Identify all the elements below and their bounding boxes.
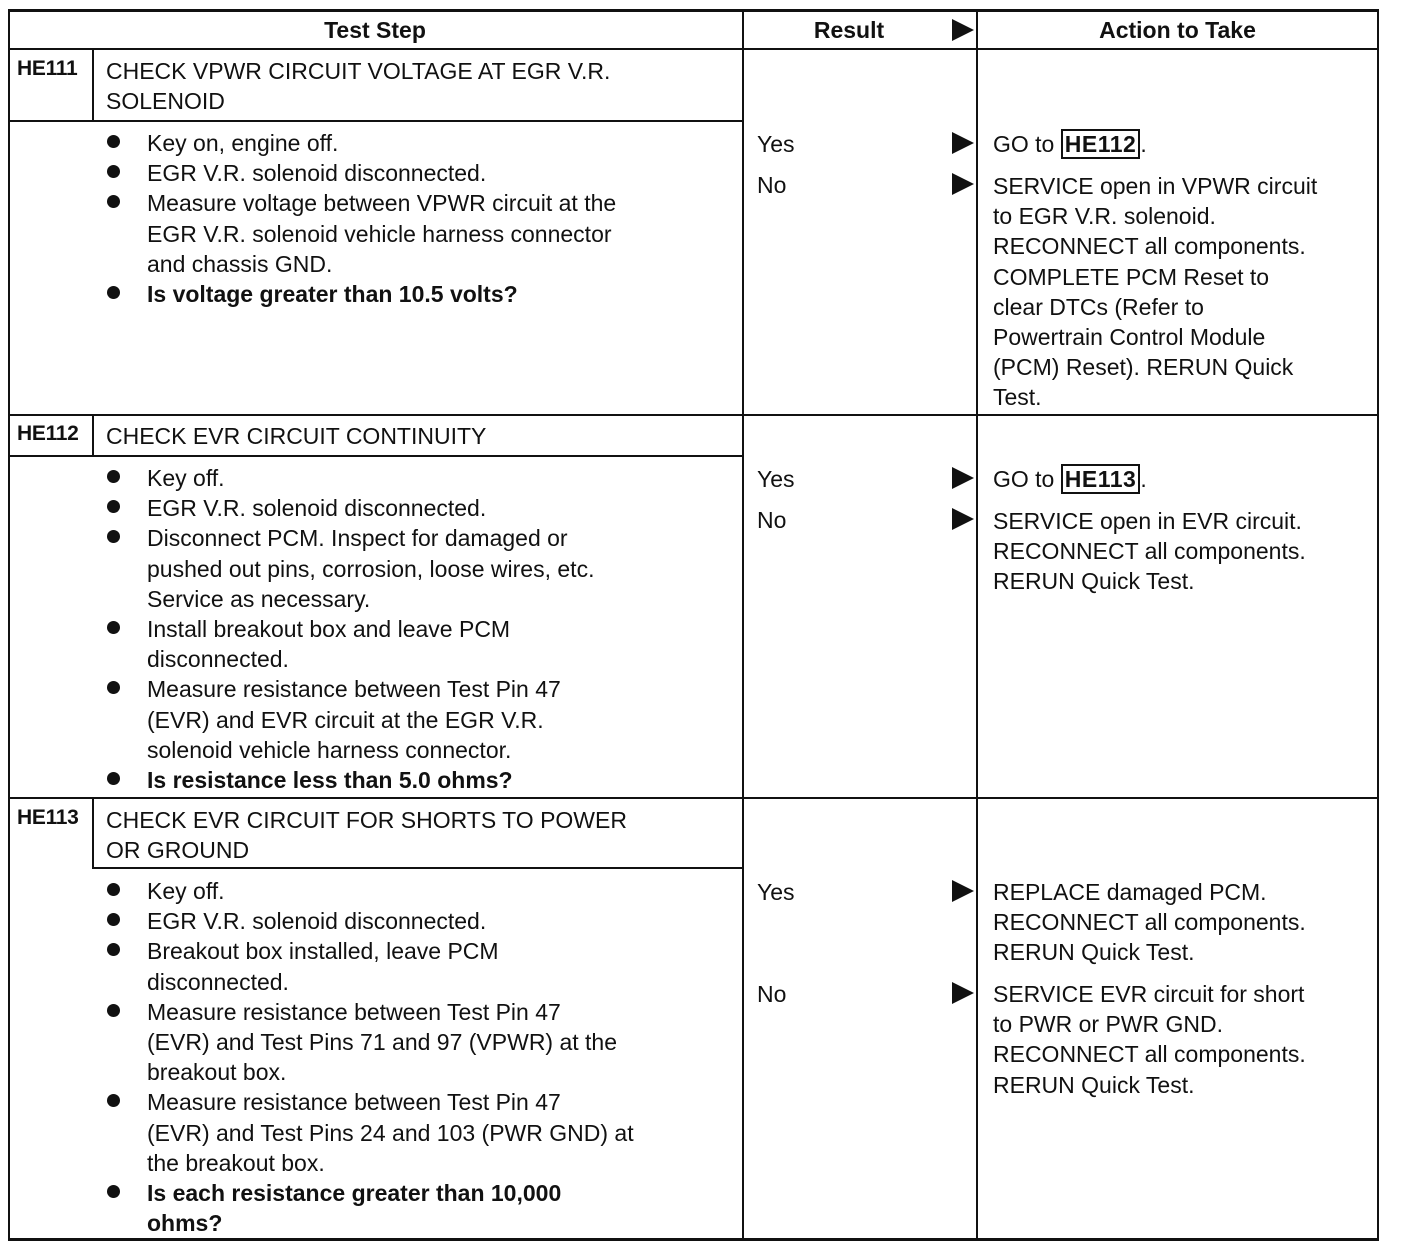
bullet-icon — [107, 195, 120, 208]
step-title — [106, 421, 486, 451]
bullet-item: Install breakout box and leave PCM disconnected. — [107, 614, 594, 674]
header-result: Result — [813, 17, 885, 43]
bullet-item: Key off. — [107, 463, 594, 493]
bullet-item: Disconnect PCM. Inspect for damaged or pushed out pins, corrosion, loose wires, etc. Service as necessary. — [107, 523, 594, 614]
step-code: HE113 — [17, 806, 79, 829]
code-divider-2 — [92, 416, 94, 456]
result-no: No — [757, 507, 787, 533]
bullet-item: Key on, engine off. — [107, 128, 616, 158]
bullet-item: EGR V.R. solenoid disconnected. — [107, 158, 616, 188]
header-action: Action to Take — [1099, 17, 1256, 43]
bullet-icon — [107, 135, 120, 148]
row-divider-2 — [8, 797, 1379, 799]
row-divider-1 — [8, 414, 1379, 416]
action-yes: GO to HE113 . — [993, 466, 1147, 492]
result-yes: Yes — [757, 131, 795, 157]
step-title-line: OR GROUND — [106, 837, 250, 864]
arrow-yes-icon — [952, 467, 974, 489]
step-title-line: CHECK EVR CIRCUIT FOR SHORTS TO POWER — [106, 807, 627, 833]
step-code: HE111 — [17, 57, 78, 80]
action-no: SERVICE EVR circuit for short to PWR or PWR GND. RECONNECT all components. RERUN Quick Test. — [993, 981, 1306, 1098]
arrow-no-icon — [952, 173, 974, 195]
bullet-icon — [107, 621, 120, 634]
arrow-no-icon — [952, 508, 974, 530]
arrow-yes-icon — [952, 132, 974, 154]
step-code: HE112 — [17, 422, 79, 445]
arrow-no-icon — [952, 982, 974, 1004]
bullet-icon — [107, 913, 120, 926]
bullet-item: EGR V.R. solenoid disconnected. — [107, 906, 634, 936]
result-no: No — [757, 981, 787, 1007]
bullet-question: Is resistance less than 5.0 ohms? — [107, 765, 594, 795]
action-yes: REPLACE damaged PCM. RECONNECT all components. RERUN Quick Test. — [993, 879, 1306, 966]
bullet-icon — [107, 772, 120, 785]
title-underline-1 — [8, 120, 742, 122]
title-underline-2 — [8, 455, 742, 457]
step-bullets — [107, 463, 594, 795]
bullet-icon — [107, 500, 120, 513]
step-bullets — [107, 876, 634, 1238]
step-reference[interactable]: HE112 — [1061, 129, 1141, 159]
code-divider-3 — [92, 799, 94, 869]
action-yes: GO to HE112 . — [993, 131, 1147, 157]
column-divider-action — [976, 9, 978, 1241]
bullet-question: Is each resistance greater than 10,000 ohms? — [107, 1178, 634, 1238]
title-underline-3 — [92, 867, 742, 869]
header-test-step: Test Step — [324, 17, 426, 43]
bullet-question: Is voltage greater than 10.5 volts? — [107, 279, 616, 309]
step-title-line: CHECK EVR CIRCUIT CONTINUITY — [106, 423, 487, 449]
table-bottom-border — [8, 1238, 1379, 1241]
bullet-icon — [107, 1185, 120, 1198]
step-bullets — [107, 128, 616, 309]
step-title-line: CHECK VPWR CIRCUIT VOLTAGE AT EGR V.R. — [106, 58, 611, 84]
step-reference[interactable]: HE113 — [1061, 464, 1141, 494]
result-no: No — [757, 172, 787, 198]
bullet-icon — [107, 883, 120, 896]
table-left-border — [8, 9, 10, 1241]
code-divider-1 — [92, 50, 94, 122]
action-no: SERVICE open in VPWR circuit to EGR V.R. solenoid. RECONNECT all components. COMPLETE PCM Reset to clear DTCs (Refer to Powertrain Control Module (PCM) Reset). RERUN Quick Test. — [993, 173, 1318, 411]
action-no: SERVICE open in EVR circuit. RECONNECT all components. RERUN Quick Test. — [993, 508, 1306, 595]
bullet-icon — [107, 470, 120, 483]
column-divider-result — [742, 9, 744, 1241]
bullet-item: Key off. — [107, 876, 634, 906]
arrow-yes-icon — [952, 880, 974, 902]
bullet-icon — [107, 165, 120, 178]
bullet-icon — [107, 1094, 120, 1107]
bullet-icon — [107, 530, 120, 543]
step-title — [106, 56, 610, 116]
bullet-item: Breakout box installed, leave PCM disconnected. — [107, 936, 634, 996]
step-title-line: SOLENOID — [106, 88, 225, 115]
bullet-icon — [107, 1004, 120, 1017]
bullet-item: Measure resistance between Test Pin 47 (EVR) and EVR circuit at the EGR V.R. solenoid vehicle harness connector. — [107, 674, 594, 765]
bullet-item: EGR V.R. solenoid disconnected. — [107, 493, 594, 523]
bullet-item: Measure voltage between VPWR circuit at the EGR V.R. solenoid vehicle harness connector and chassis GND. — [107, 188, 616, 279]
table-top-border — [8, 9, 1379, 12]
bullet-icon — [107, 943, 120, 956]
header-arrow-icon — [952, 19, 974, 41]
result-yes: Yes — [757, 466, 795, 492]
result-yes: Yes — [757, 879, 795, 905]
bullet-item: Measure resistance between Test Pin 47 (EVR) and Test Pins 71 and 97 (VPWR) at the breakout box. — [107, 997, 634, 1088]
bullet-item: Measure resistance between Test Pin 47 (EVR) and Test Pins 24 and 103 (PWR GND) at the breakout box. — [107, 1087, 634, 1178]
step-title — [106, 805, 627, 865]
table-right-border — [1377, 9, 1379, 1241]
header-bottom-border — [8, 48, 1379, 50]
bullet-icon — [107, 286, 120, 299]
bullet-icon — [107, 681, 120, 694]
